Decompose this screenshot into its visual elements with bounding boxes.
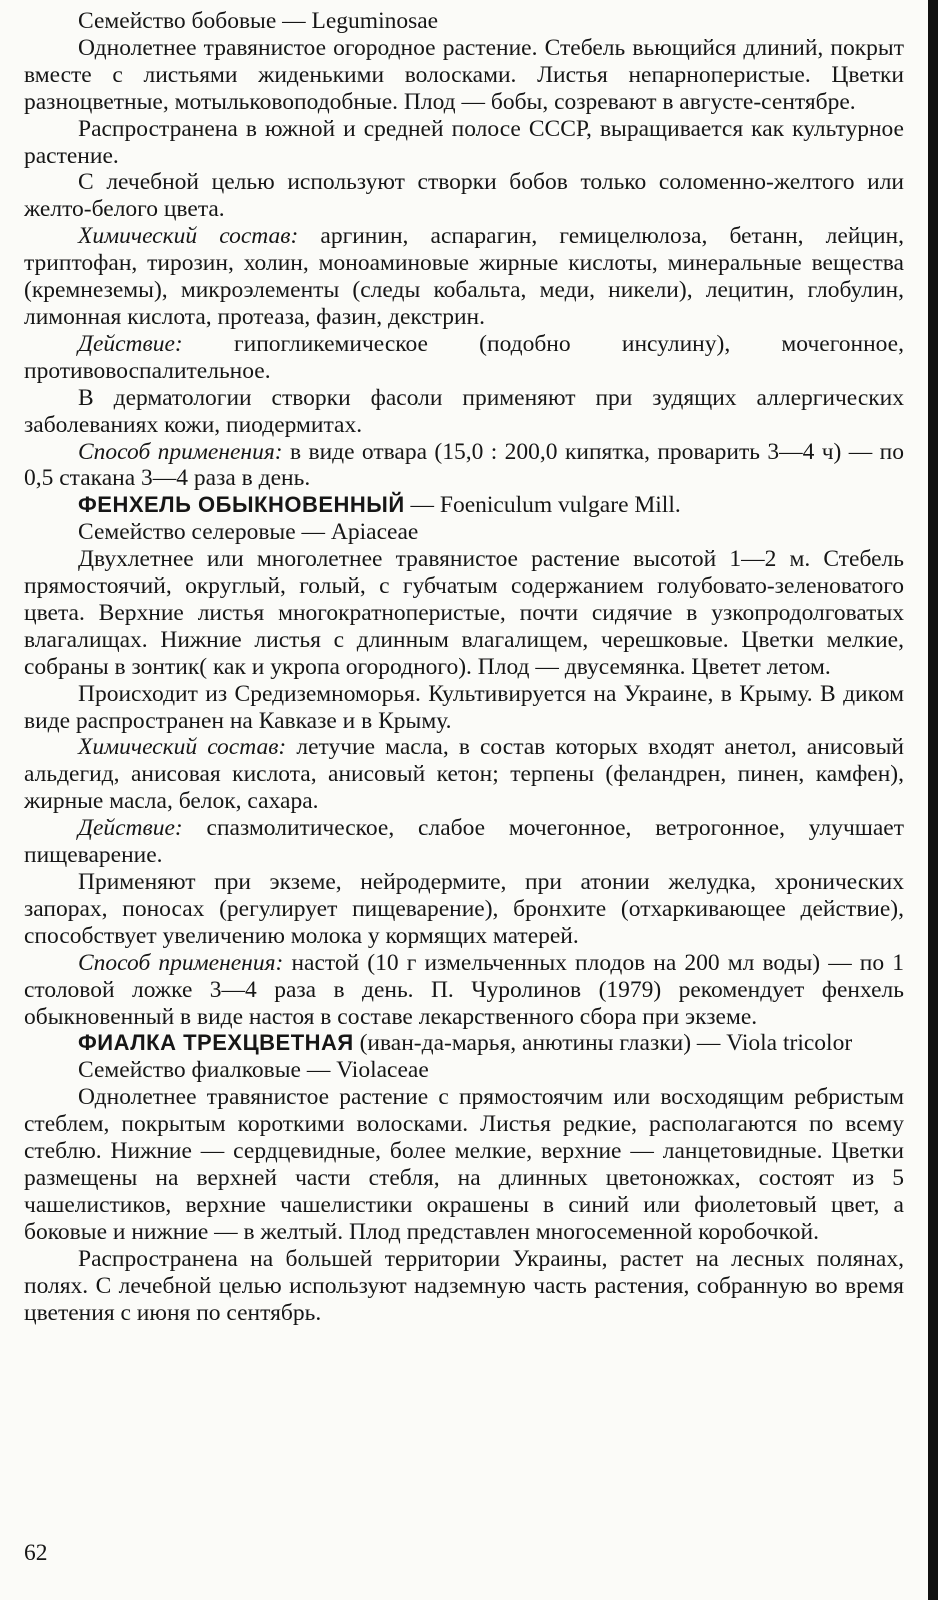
fennel-family: Семейство селеровые — Apiaceae [78,519,419,546]
fennel-method [24,950,904,1031]
page-text [24,8,904,1326]
chem-label: Химический состав: [78,734,287,761]
violet-distribution: Распространена на большей территории Украины, растет на лесных полянах, полях. С лечебной целью используют надземную часть растения, собранную во время цветения с июня по сентябрь. [24,1245,904,1326]
page-edge-shadow [928,0,938,1600]
fennel-action [24,815,904,869]
violet-family: Семейство фиалковые — Violaceae [78,1057,429,1084]
chem-label: Химический состав: [78,223,299,250]
bean-distribution: Распространена в южной и средней полосе СССР, выращивается как культурное растение. [24,115,904,169]
fennel-heading [24,492,904,519]
method-label: Способ применения: [78,438,283,465]
violet-description: Однолетнее травянистое растение с прямостоячим или восходящим ребристым стеблем, покрытым короткими волосками. Листья редкие, располагаются по всему стеблю. Нижние — сердцевидные, более мелкие, верхние — ланцетовидные. Цветки размещены на верхней части стебля, на длинных цветоножках, состоят из 5 чашелистиков, верхние чашелистики окрашены в синий или фиолетовый цвет, а боковые и нижние — в желтый. Плод представлен многосеменной коробочкой. [24,1084,904,1245]
action-text: гипогликемическое (подобно инсулину), мочегонное, противовоспалительное. [24,330,904,384]
bean-description: Однолетнее травянистое огородное растение. Стебель вьющийся длиний, покрыт вместе с листьями жиденькими волосками. Листья непарноперистые. Цветки разноцветные, мотыльковоподобные. Плод — бобы, созревают в августе-сентябре. [24,34,904,115]
action-label: Действие: [78,330,183,357]
violet-latin: (иван-да-марья, анютины глазки) — Viola tricolor [353,1030,853,1057]
chem-text: летучие масла, в состав которых входят анетол, анисовый альдегид, анисовая кислота, анисовый кетон; терпены (феландрен, пинен, камфен), жирные масла, белок, сахара. [24,734,905,815]
bean-usage: С лечебной целью используют створки бобов только соломенно-желтого или желто-белого цвета. [24,169,904,223]
method-label: Способ применения: [78,949,284,976]
bean-family: Семейство бобовые — Leguminosae [78,8,439,34]
method-text: настой (10 г измельченных плодов на 200 мл воды) — по 1 столовой ложке 3—4 раза в день. П. Чуролинов (1979) рекомендует фенхель обыкновенный в виде настоя в составе лекарственного сбора при экземе. [24,949,904,1030]
bean-chemistry [24,223,904,331]
fennel-title: ФЕНХЕЛЬ ОБЫКНОВЕННЫЙ [78,492,405,518]
action-label: Действие: [78,815,183,842]
fennel-description: Двухлетнее или многолетнее травянистое растение высотой 1—2 м. Стебель прямостоячий, округлый, голый, с губчатым содержанием голубовато-зеленоватого цвета. Верхние листья многократноперистые, почти сидячие в узкопродолговатых влагалищах. Нижние листья с длинным влагалищем, черешковые. Цветки мелкие, собраны в зонтик( как и укропа огородного). Плод — двусемянка. Цветет летом. [24,546,904,680]
violet-heading [24,1030,904,1057]
action-text: спазмолитическое, слабое мочегонное, ветрогонное, улучшает пищеварение. [24,815,904,869]
fennel-application: Применяют при экземе, нейродермите, при атонии желудка, хронических запорах, поносах (регулирует пищеварение), бронхите (отхаркивающее действие), способствует увеличению молока у кормящих матерей. [24,869,904,949]
fennel-chemistry [24,734,904,815]
page-number: 62 [24,1540,48,1566]
violet-title: ФИАЛКА ТРЕХЦВЕТНАЯ [78,1030,354,1056]
bean-action [24,331,904,385]
fennel-latin: — Foeniculum vulgare Mill. [404,492,681,519]
chem-text: аргинин, аспарагин, гемицелюлоза, бетанн, лейцин, триптофан, тирозин, холин, моноаминовые жирные кислоты, минеральные вещества (кремнеземы), микроэлементы (следы кобальта, меди, никели), лецитин, глобулин, лимонная кислота, протеаза, фазин, декстрин. [24,223,905,330]
bean-method [24,439,904,493]
fennel-origin: Происходит из Средиземноморья. Культивируется на Украине, в Крыму. В диком виде распространен на Кавказе и в Крыму. [24,680,904,734]
method-text: в виде отвара (15,0 : 200,0 кипятка, проварить 3—4 ч) — по 0,5 стакана 3—4 раза в день. [24,438,904,492]
bean-dermatology: В дерматологии створки фасоли применяют при зудящих аллергических заболеваниях кожи, пиодермитах. [24,384,904,438]
